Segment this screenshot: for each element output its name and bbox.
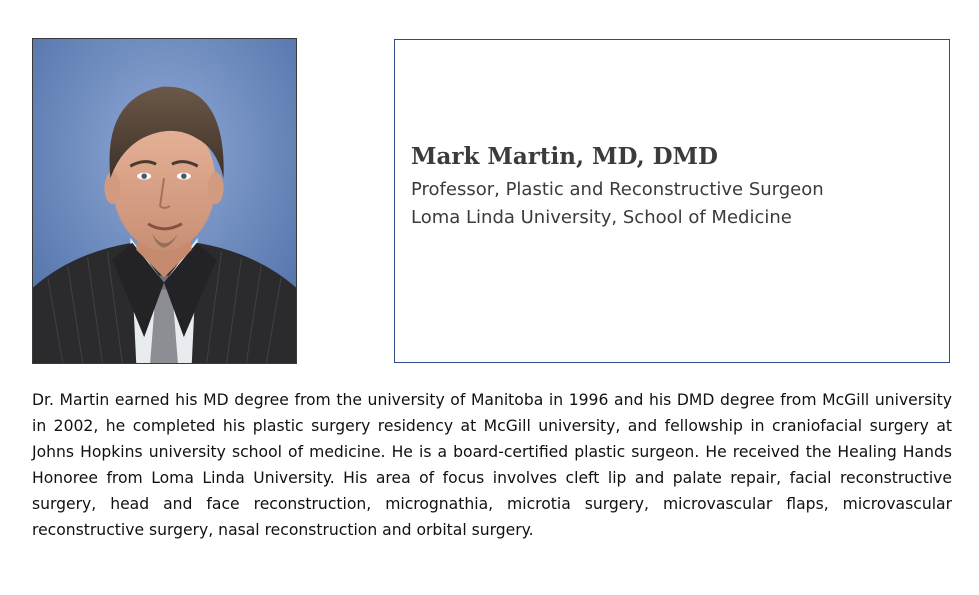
profile-position: Professor, Plastic and Reconstructive Surgeon (411, 179, 824, 200)
profile-name: Mark Martin, MD, DMD (411, 143, 718, 170)
biography-paragraph: Dr. Martin earned his MD degree from the university of Manitoba in 1996 and his DMD degree from McGill university in 2002, he completed his plastic surgery residency at McGill university, and fellowship in craniofacial surgery at Johns Hopkins university school of medicine. He is a board-certified plastic surgeon. He received the Healing Hands Honoree from Loma Linda University. His area of focus involves cleft lip and palate repair, facial reconstructive surgery, head and face reconstruction, micrognathia, microtia surgery, microvascular flaps, microvascular reconstructive surgery, nasal reconstruction and orbital surgery. (32, 391, 952, 539)
profile-photo (32, 38, 297, 364)
profile-info-box (394, 39, 950, 363)
left-ear (104, 172, 120, 204)
right-pupil (181, 173, 187, 179)
profile-institution: Loma Linda University, School of Medicine (411, 207, 792, 228)
portrait-illustration (33, 39, 296, 363)
right-ear (208, 172, 224, 204)
left-pupil (141, 173, 147, 179)
